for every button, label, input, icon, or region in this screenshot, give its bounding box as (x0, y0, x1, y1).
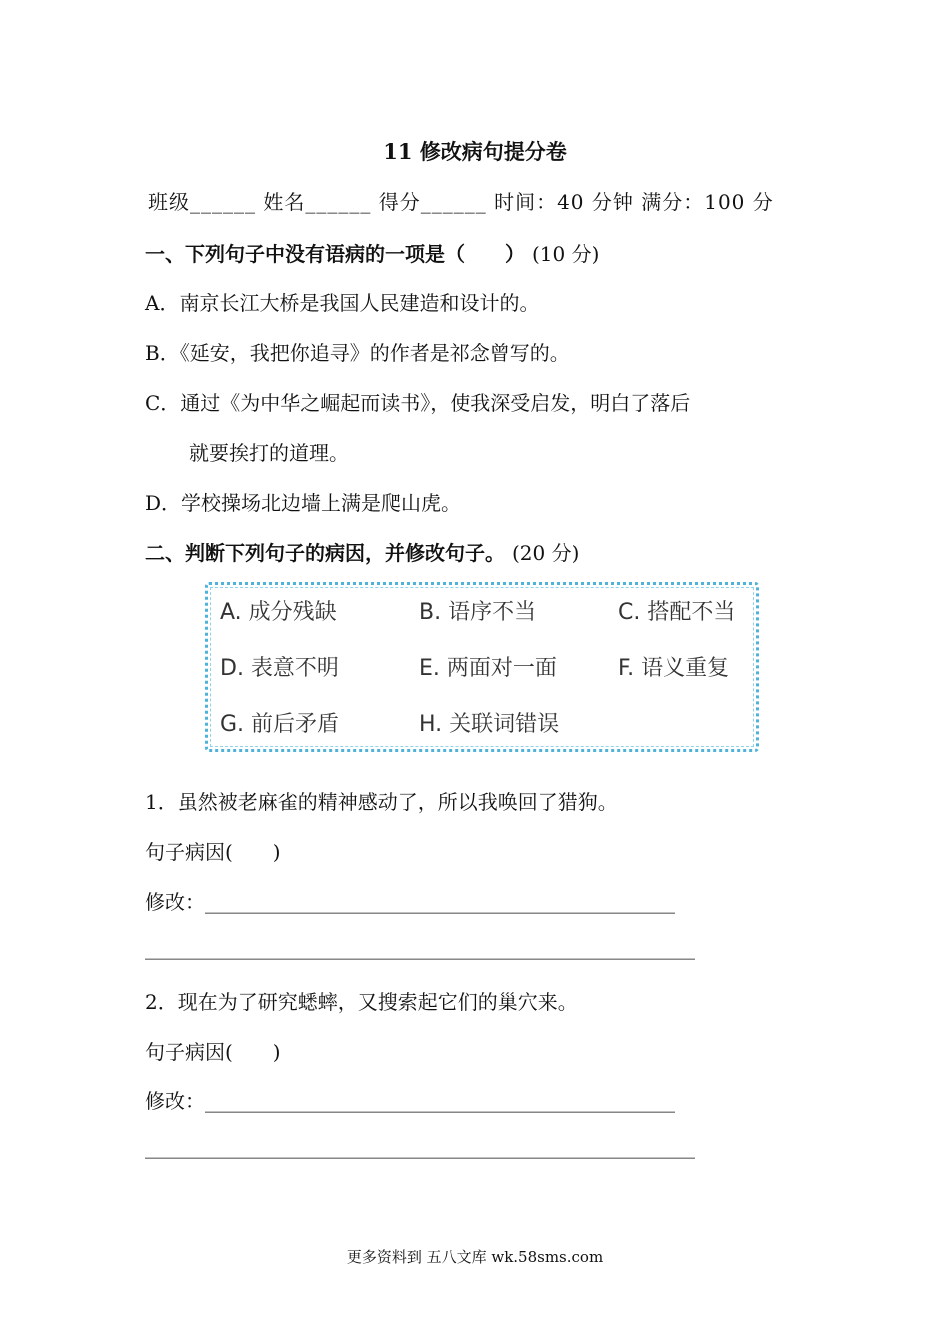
question-2-fix: 修改：_______________________________________________ (145, 1089, 675, 1113)
option-a: A．南京长江大桥是我国人民建造和设计的。 (145, 291, 540, 315)
box-option-d: D. 表意不明 (220, 656, 339, 681)
footer-text: 更多资料到 五八文库 wk.58sms.com (346, 1248, 604, 1266)
box-option-e: E. 两面对一面 (419, 656, 557, 681)
question-2-sentence: 2．现在为了研究蟋蟀，又搜索起它们的巢穴来。 (145, 990, 578, 1014)
section2-heading (145, 537, 579, 566)
question-1-blank-line: _______________________________________________________ (145, 936, 695, 960)
box-option-a: A. 成分残缺 (220, 600, 337, 625)
option-c: C．通过《为中华之崛起而读书》，使我深受启发，明白了落后 (145, 391, 691, 415)
question-1-sentence: 1．虽然被老麻雀的精神感动了，所以我唤回了猎狗。 (145, 790, 618, 814)
question-2-cause: 句子病因( ) (145, 1040, 281, 1064)
section2-points: (20 分) (511, 541, 580, 565)
section1-points: (10 分) (531, 242, 600, 266)
section2-heading-text: 二、判断下列句子的病因，并修改句子。 (145, 541, 505, 565)
option-b: B．《延安，我把你追寻》的作者是祁念曾写的。 (145, 341, 570, 365)
option-c-continued: 就要挨打的道理。 (189, 441, 349, 465)
box-option-c: C. 搭配不当 (618, 600, 736, 625)
section1-heading-text: 一、下列句子中没有语病的一项是（ ） (145, 242, 525, 266)
box-option-g: G. 前后矛盾 (220, 712, 340, 737)
box-option-b: B. 语序不当 (419, 600, 537, 625)
question-1-fix: 修改：_______________________________________________ (145, 890, 675, 914)
question-1-cause: 句子病因( ) (145, 840, 281, 864)
box-option-f: F. 语义重复 (618, 656, 730, 681)
page-title: 11 修改病句提分卷 (383, 139, 567, 164)
question-2-blank-line: _______________________________________________________ (145, 1135, 695, 1159)
box-option-h: H. 关联词错误 (419, 712, 560, 737)
option-d: D．学校操场北边墙上满是爬山虎。 (145, 491, 462, 515)
section1-heading (145, 238, 599, 267)
student-info-line: 班级______ 姓名______ 得分______ 时间：40 分钟 满分：100 分 (148, 190, 774, 214)
error-type-box (205, 582, 759, 752)
